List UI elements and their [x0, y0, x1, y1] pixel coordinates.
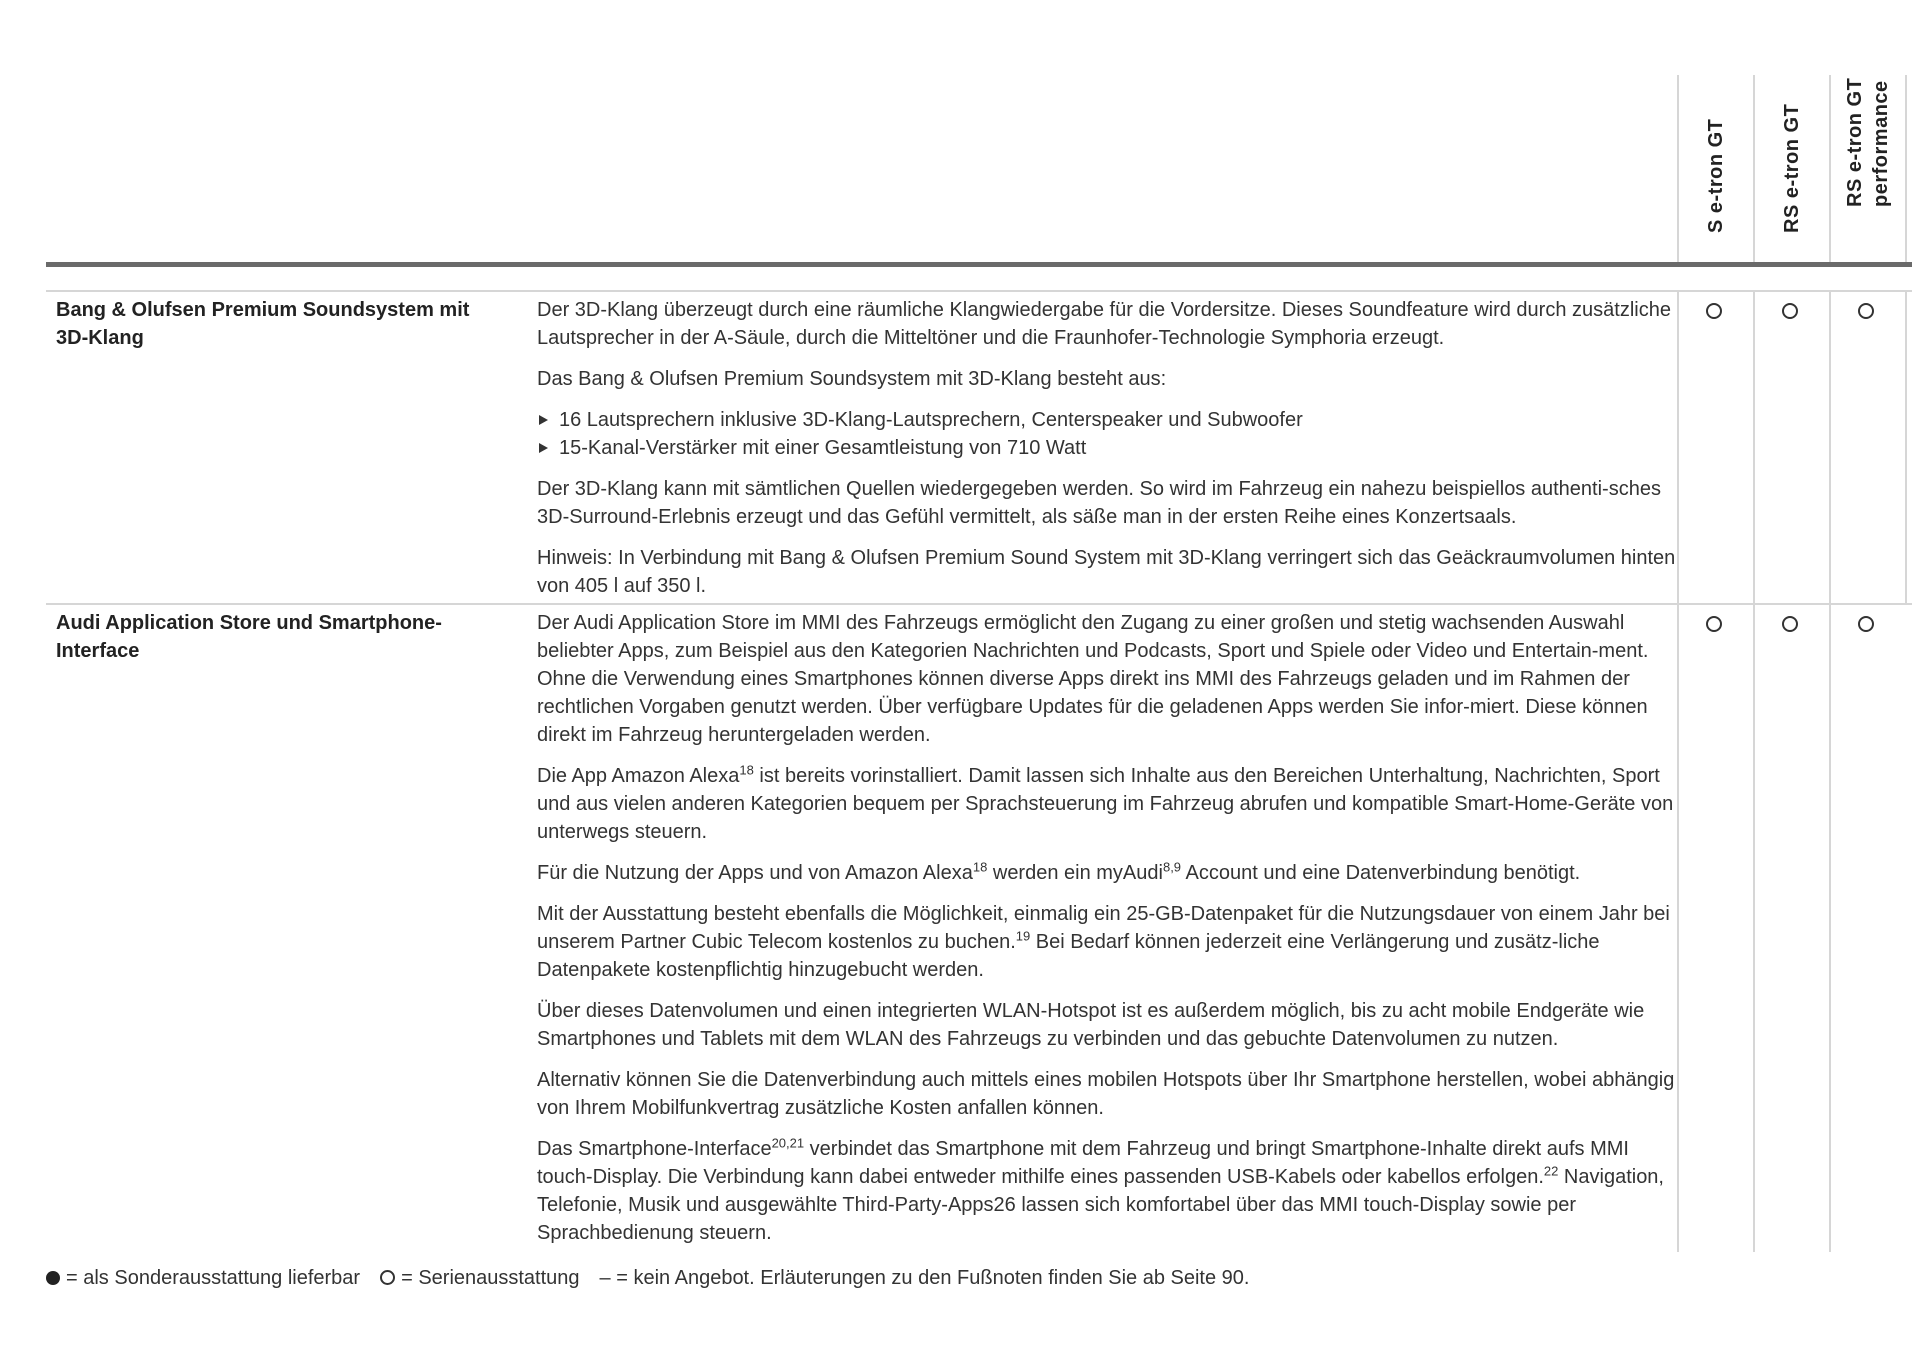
column-rule [1829, 290, 1831, 1252]
column-label: S e-tron GT [1705, 118, 1727, 233]
feature-title: Bang & Olufsen Premium Soundsystem mit 3D-Klang [56, 299, 470, 349]
column-header-rs-etron-gt [1753, 75, 1829, 265]
legend-optional: = als Sonderausstattung lieferbar [66, 1267, 361, 1289]
description-paragraph: Das Smartphone-Interface$^{20,21}$ verbindet das Smartphone mit dem Fahrzeug und bringt Smartphone-Inhalte direkt aufs MMI touch-Display. Die Verbindung kann dabei entweder mithilfe eines passenden USB-Kabels oder kabellos erfolgen.$^{22}$ Navigation, Telefonie, Musik und ausgewählte Third-Party-Apps26 lassen sich komfortabel über das MMI touch-Display sowie per Sprachbedienung steuern. [537, 1135, 1664, 1244]
feature-description [537, 296, 1677, 613]
description-paragraph: Der Audi Application Store im MMI des Fahrzeugs ermöglicht den Zugang zu einer großen und stetig wachsenden Auswahl beliebter Apps, zum Beispiel aus den Kategorien Nachrichten und Podcasts, Sport und Spiele oder Video und Entertain-ment. Ohne die Verwendung eines Smartphones können diverse Apps direkt ins MMI des Fahrzeugs geladen und im Rahmen der rechtlichen Vorgaben genutzt werden. Über verfügbare Updates für die geladenen Apps werden Sie infor-miert. Diese können direkt im Fahrzeug heruntergeladen werden. [537, 612, 1649, 746]
column-rule [1753, 290, 1755, 1252]
standard-equipment-icon [1858, 616, 1874, 632]
column-rule [1677, 290, 1679, 1252]
footnote-ref: 22 [1543, 1163, 1559, 1179]
list-item: 15-Kanal-Verstärker mit einer Gesamtleistung von 710 Watt [537, 434, 1677, 462]
feature-title: Audi Application Store und Smartphone-Interface [56, 612, 442, 662]
footnote-ref: 18 [739, 762, 754, 778]
legend [46, 1264, 1249, 1292]
column-rule [1905, 290, 1907, 603]
description-paragraph: Der 3D-Klang kann mit sämtlichen Quellen wiedergegeben werden. So wird im Fahrzeug ein nahezu beispiellos authenti-sches 3D-Surround-Erlebnis erzeugt und das Gefühl vermittelt, als säße man in der ersten Reihe eines Konzertsaals. [537, 478, 1661, 528]
description-paragraph: Mit der Ausstattung besteht ebenfalls die Möglichkeit, einmalig ein 25-GB-Datenpaket für die Nutzungsdauer von einem Jahr bei unserem Partner Cubic Telecom kostenlos zu buchen.$^{19}$ Bei Bedarf können jederzeit eine Verlängerung und zusätz-liche Datenpakete kostenpflichtig hinzugebucht werden. [537, 903, 1670, 981]
description-paragraph: Die App Amazon Alexa$^{18}$ ist bereits vorinstalliert. Damit lassen sich Inhalte aus den Bereichen Unterhaltung, Nachrichten, Sport und aus vielen anderen Kategorien bequem per Sprachsteuerung im Fahrzeug abrufen und kompatible Smart-Home-Geräte von unterwegs steuern. [537, 762, 1674, 843]
description-paragraph: Der 3D-Klang überzeugt durch eine räumliche Klangwiedergabe für die Vordersitze. Dieses Soundfeature wird durch zusätzliche Lautsprecher in der A-Säule, durch die Mitteltöner und die Fraunhofer-Technologie Symphoria erzeugt. [537, 299, 1671, 349]
header-divider [46, 262, 1912, 267]
feature-bullet-list [537, 406, 1677, 462]
row-divider [46, 290, 1912, 292]
open-circle-icon [380, 1270, 395, 1285]
list-item: 16 Lautsprechern inklusive 3D-Klang-Lautsprechern, Centerspeaker und Subwoofer [537, 406, 1677, 434]
column-label: RS e-tron GT [1844, 77, 1866, 207]
description-paragraph: Hinweis: In Verbindung mit Bang & Olufsen Premium Sound System mit 3D-Klang verringert sich das Geäckraumvolumen hinten von 405 l auf 350 l. [537, 547, 1676, 597]
description-paragraph: Alternativ können Sie die Datenverbindung auch mittels eines mobilen Hotspots über Ihr Smartphone herstellen, wobei abhängig von Ihrem Mobilfunkvertrag zusätzliche Kosten anfallen können. [537, 1069, 1675, 1119]
description-paragraph: Über dieses Datenvolumen und einen integrierten WLAN-Hotspot ist es außerdem möglich, bis zu acht mobile Endgeräte wie Smartphones und Tablets mit dem WLAN des Fahrzeugs zu verbinden und das gebuchte Datenvolumen zu nutzen. [537, 1000, 1645, 1050]
column-header-rs-etron-gt-performance [1829, 75, 1907, 265]
column-label: RS e-tron GT [1781, 103, 1803, 233]
standard-equipment-icon [1782, 616, 1798, 632]
footnote-ref: 19 [1015, 928, 1031, 944]
standard-equipment-icon [1706, 303, 1722, 319]
standard-equipment-icon [1782, 303, 1798, 319]
filled-circle-icon [46, 1271, 60, 1285]
standard-equipment-icon [1858, 303, 1874, 319]
footnote-ref: 20,21 [771, 1135, 805, 1151]
legend-standard: = Serienausstattung [401, 1267, 580, 1289]
standard-equipment-icon [1706, 616, 1722, 632]
footnote-ref: 8,9 [1162, 859, 1182, 875]
feature-description [537, 609, 1677, 1260]
description-paragraph: Das Bang & Olufsen Premium Soundsystem mit 3D-Klang besteht aus: [537, 368, 1167, 390]
footnote-ref: 18 [972, 859, 988, 875]
column-header-s-etron-gt [1677, 75, 1753, 265]
column-label-line2: performance [1870, 80, 1892, 207]
description-paragraph: Für die Nutzung der Apps und von Amazon Alexa$^{18}$ werden ein myAudi$^{8,9}$ Account und eine Datenverbindung benötigt. [537, 859, 1581, 884]
legend-none: – = kein Angebot. Erläuterungen zu den Fußnoten finden Sie ab Seite 90. [599, 1267, 1250, 1289]
